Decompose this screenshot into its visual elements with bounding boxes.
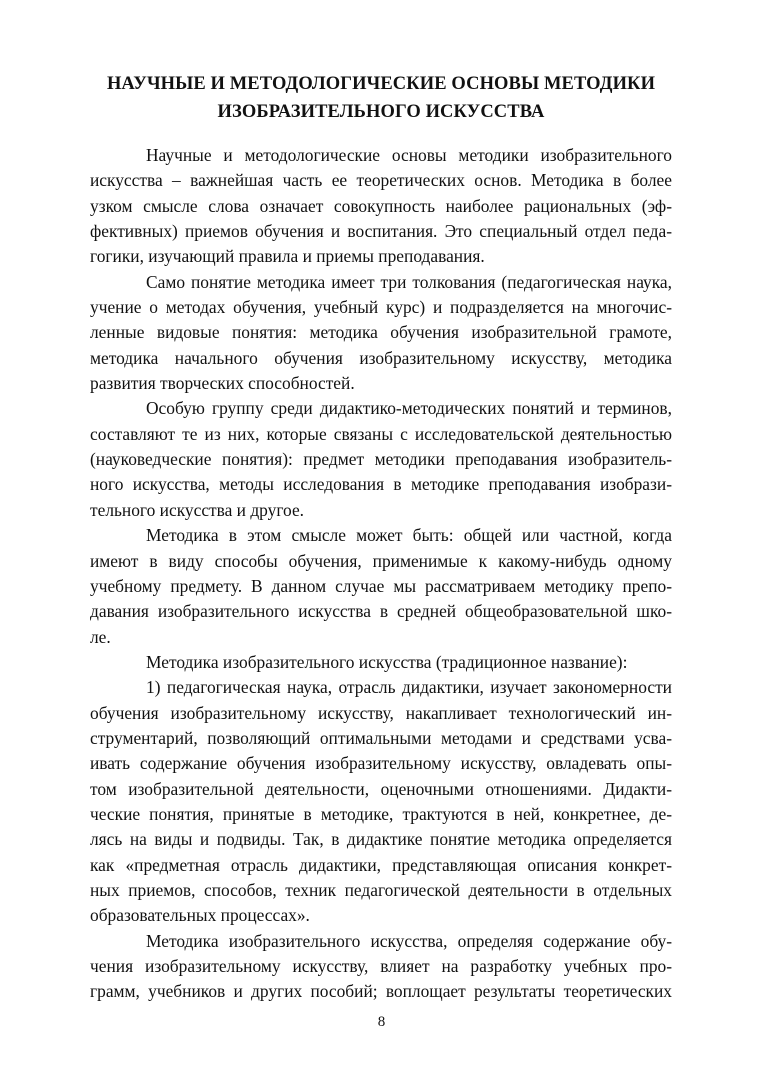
text-line: 1) педагогическая наука, отрасль дидактики, изучает закономерности	[146, 677, 672, 698]
text-line: том изобразительной деятельности, оценочными отношениями. Дидакти-	[90, 778, 672, 799]
text-line: Научные и методологические основы методики изобразительного	[146, 145, 672, 165]
text-line: Само понятие методика имеет три толкования (педагогическая наука,	[146, 271, 672, 292]
text-line: чения изобразительному искусству, влияет на разработку учебных про-	[90, 956, 672, 976]
text-line: учение о методах обучения, учебный курс) и подразделяется на многочис-	[90, 297, 672, 318]
text-line: как «предметная отрасль дидактики, представляющая описания конкрет-	[90, 854, 672, 875]
text-line: гогики, изучающий правила и приемы преподавания.	[90, 246, 485, 267]
page-number: 8	[377, 1014, 386, 1030]
text-line: искусства – важнейшая часть ее теоретических основ. Методика в более	[90, 170, 672, 191]
text-line: фективных) приемов обучения и воспитания. Это специальный отдел педа-	[90, 221, 672, 242]
text-line: струментарий, позволяющий оптимальными методами и средствами усва-	[90, 727, 672, 748]
text-line: ных приемов, способов, техник педагогической деятельности в отдельных	[90, 879, 672, 900]
text-line: Методика в этом смысле может быть: общей или частной, когда	[146, 525, 672, 546]
text-line: составляют те из них, которые связаны с исследовательской деятельностью	[90, 423, 672, 444]
text-line: ленные видовые понятия: методика обучения изобразительной грамоте,	[90, 322, 672, 343]
text-line: узком смысле слова означает совокупность наиболее рациональных (эф-	[90, 195, 672, 216]
title-line: ИЗОБРАЗИТЕЛЬНОГО ИСКУССТВА	[217, 102, 545, 122]
text-line: (науковедческие понятия): предмет методики преподавания изобразитель-	[90, 449, 672, 470]
text-line: давания изобразительного искусства в средней общеобразовательной шко-	[90, 601, 672, 622]
text-line: методика начального обучения изобразительному искусству, методика	[90, 347, 672, 368]
text-line: ного искусства, методы исследования в методике преподавания изобрази-	[90, 474, 672, 495]
text-line: ивать содержание обучения изобразительному искусству, овладевать опы-	[90, 753, 672, 774]
text-line: Методика изобразительного искусства (традиционное название):	[146, 651, 628, 672]
text-line: учебному предмету. В данном случае мы рассматриваем методику препо-	[90, 575, 672, 596]
text-line: развития творческих способностей.	[90, 373, 355, 394]
text-line: тельного искусства и другое.	[90, 499, 305, 520]
text-line: лясь на виды и подвиды. Так, в дидактике понятие методика определяется	[90, 829, 672, 850]
title-line: НАУЧНЫЕ И МЕТОДОЛОГИЧЕСКИЕ ОСНОВЫ МЕТОДИКИ	[106, 74, 656, 94]
text-line: имеют в виду способы обучения, применимые к какому-нибудь одному	[90, 550, 672, 571]
text-line: Методика изобразительного искусства, определяя содержание обу-	[146, 930, 672, 951]
text-line: обучения изобразительному искусству, накапливает технологический ин-	[90, 702, 672, 723]
text-line: Особую группу среди дидактико-методических понятий и терминов,	[146, 398, 672, 419]
text-line: грамм, учебников и других пособий; воплощает результаты теоретических	[90, 981, 672, 1002]
text-line: ле.	[90, 626, 111, 647]
body-text	[90, 143, 672, 1005]
page-title	[90, 70, 672, 126]
text-line: ческие понятия, принятые в методике, трактуются в ней, конкретнее, де-	[90, 803, 672, 824]
text-line: образовательных процессах».	[90, 905, 310, 926]
